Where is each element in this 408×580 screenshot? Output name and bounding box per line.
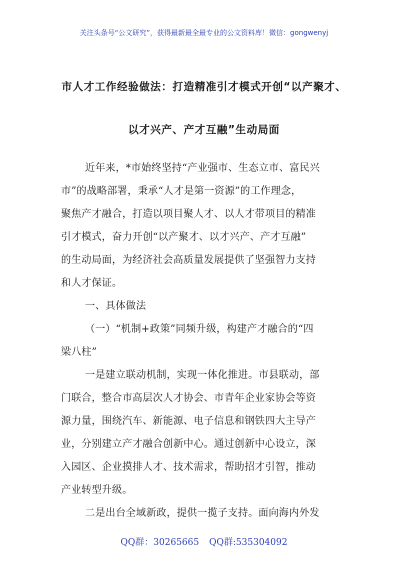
subsection-heading-cont: 梁八柱”: [61, 347, 97, 358]
document-title-line-1: 市人才工作经验做法：打造精准引才模式开创“以产聚才、: [61, 81, 347, 93]
body-line: 聚焦产才融合，打造以项目聚人才、以人才带项目的精准: [61, 209, 316, 220]
body-line: 和人才保证。: [61, 278, 123, 289]
subsection-heading: （一）“机制+政策”同频升级，构建产才融合的“四: [85, 324, 314, 335]
body-line: 近年来，*市始终坚持“产业强市、生态立市、富民兴: [85, 163, 320, 174]
header-notice: 关注头条号“公文研究”，获得最新最全最专业的公文资料库！微信：gongwenyj: [79, 29, 329, 37]
body-line: 产业转型升级。: [61, 485, 133, 496]
footer-qq-group-2: QQ群:535304092: [209, 538, 288, 548]
section-heading: 一、具体做法: [85, 301, 147, 312]
body-line: 门联合，整合市高层次人才协会、市青年企业家协会等资: [61, 393, 316, 404]
body-line: 入园区、企业摸排人才、技术需求，帮助招才引智，推动: [61, 462, 316, 473]
body-line: 引才模式，奋力开创“以产聚才、以才兴产、产才互融”: [61, 232, 307, 243]
document-title-line-2: 以才兴产、产才互融”生动局面: [128, 124, 280, 136]
body-line: 市”的战略部署，秉承“人才是第一资源”的工作理念，: [61, 186, 302, 197]
body-line: 二是出台全域新政，提供一揽子支持。面向海内外发: [85, 508, 320, 519]
footer-contact: [0, 535, 408, 548]
footer-qq-group-1: QQ群：30265665: [120, 538, 200, 548]
body-line: 业，分别建立产才融合创新中心。通过创新中心设立，深: [61, 439, 316, 450]
body-line: 源力量，围绕汽车、新能源、电子信息和钢铁四大主导产: [61, 416, 316, 427]
body-line: 的生动局面，为经济社会高质量发展提供了坚强智力支持: [61, 255, 316, 266]
body-line: 一是建立联动机制，实现一体化推进。市县联动，部: [85, 370, 320, 381]
